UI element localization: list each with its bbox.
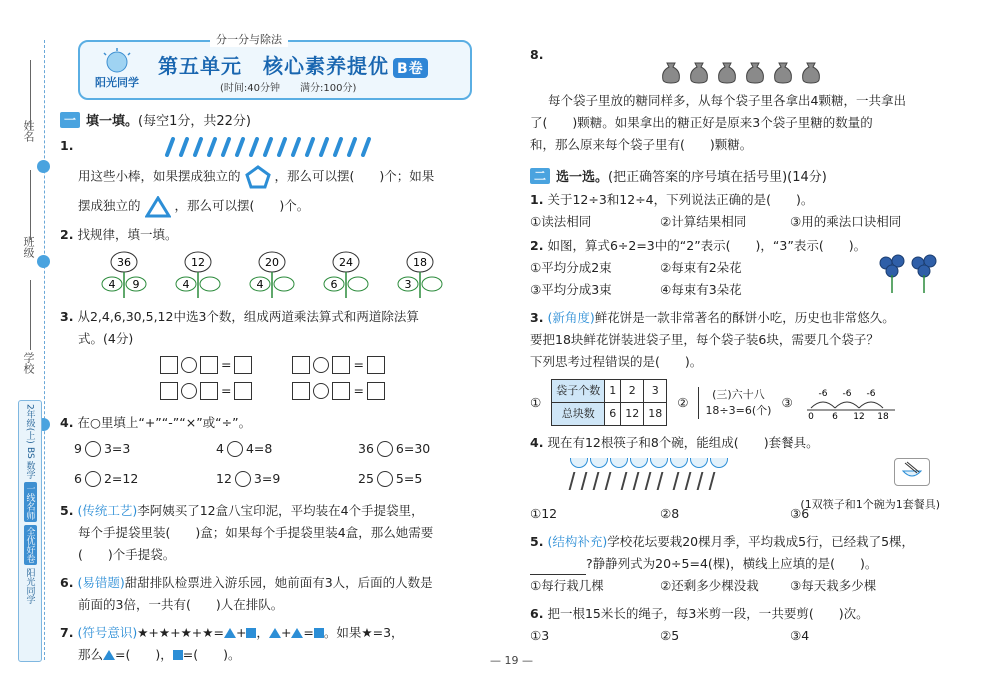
tableware-note: (1双筷子和1个碗为1套餐具) <box>800 498 940 511</box>
operator-circle[interactable] <box>377 471 393 487</box>
question-3: 3. 从2,4,6,30,5,12中选3个数，组成两道乘法算式和两道除法算 式。(4分) = = = = <box>60 306 500 406</box>
school-line <box>30 280 31 350</box>
answer-box[interactable] <box>292 356 310 374</box>
cut-line <box>44 40 45 660</box>
triangle-icon <box>269 628 281 638</box>
bag-table: 袋子个数 1 2 3 总块数 6 12 18 <box>551 379 667 426</box>
answer-circle[interactable] <box>313 357 329 373</box>
spine-series2: 全优好卷 <box>24 527 35 564</box>
answer-circle[interactable] <box>181 383 197 399</box>
svg-text:6: 6 <box>330 277 338 291</box>
question-8: 8. 每个袋子里放的糖同样多，从每个袋子里各拿出4颗糖，一共拿出 了( )颗糖。如果拿出的糖正好是原来3个袋子里糖的数量的 和，那么原来每个袋子里有( )颗糖。 <box>530 44 970 156</box>
option[interactable]: ①平均分成2束 <box>530 260 612 275</box>
spine-edition: BS <box>25 446 35 459</box>
number-line <box>803 386 899 420</box>
svg-text:0: 0 <box>807 411 814 420</box>
operator-circle[interactable] <box>377 441 393 457</box>
option[interactable]: ②5 <box>660 628 680 643</box>
pentagon-icon <box>245 165 271 189</box>
choice-5: 5. (结构补充)学校花坛要栽20棵月季，平均栽成5行，已经栽了5棵， ?静静列式为20÷5=4(棵)，横线上应填的是( )。 ①每行栽几棵 ②还剩多少棵没栽 ③每天栽多少棵 <box>530 531 970 597</box>
answer-box[interactable] <box>332 382 350 400</box>
option[interactable]: ①读法相同 <box>530 214 592 229</box>
name-line <box>30 60 31 130</box>
time-score: (时间:40分钟 满分:100分) <box>220 83 357 94</box>
question-4: 4. 在○里填上“+”“-”“×”或“÷”。 9 3=3 4 4=8 36 6=30 6 2=12 12 3=9 25 5=5 <box>60 412 500 494</box>
bag-icon <box>800 60 822 84</box>
bag-icon <box>772 60 794 84</box>
answer-box[interactable] <box>160 356 178 374</box>
choice-4: 4. 现在有12根筷子和8个碗，能组成( )套餐具。 (1双筷子和1个碗为1套餐具) ①12 ②8 ③6 <box>530 432 970 525</box>
svg-text:-6: -6 <box>866 388 876 399</box>
bag-icon <box>716 60 738 84</box>
triangle-icon <box>291 628 303 638</box>
option[interactable]: ① <box>530 394 542 410</box>
left-column <box>60 33 500 666</box>
answer-box[interactable] <box>200 382 218 400</box>
operator-circle[interactable] <box>85 471 101 487</box>
section-1-heading: 一 填一填。 (每空1分，共22分) <box>60 110 500 129</box>
triangle-icon <box>145 196 171 218</box>
question-1: 1. 用这些小棒，如果摆成独立的 ，那么可以摆( )个；如果 摆成独立的 ，那么可以摆( )个。 <box>60 135 500 218</box>
name-label: 姓名 <box>22 120 35 142</box>
paper-badge: B卷 <box>393 58 428 78</box>
operator-item: 12 3=9 <box>216 470 281 486</box>
hole-dot <box>37 160 50 173</box>
option[interactable]: ③用的乘法口诀相同 <box>790 214 902 229</box>
svg-text:20: 20 <box>265 255 279 269</box>
flower-item <box>244 250 300 300</box>
svg-text:6: 6 <box>831 411 838 420</box>
title-banner <box>78 33 472 100</box>
flower-bunch-icon <box>876 253 940 295</box>
answer-box[interactable] <box>367 382 385 400</box>
flower-item <box>392 250 448 300</box>
option[interactable]: ②8 <box>660 506 680 521</box>
option[interactable]: ③平均分成3束 <box>530 282 612 297</box>
binding-margin <box>0 0 58 686</box>
spine-series: 一线名师 <box>24 484 35 521</box>
question-7: 7. (符号意识)★+★+★+★= + ， + = 。如果★=3， 那么 =( )， =( )。 <box>60 624 404 662</box>
flower-item <box>96 250 152 300</box>
option[interactable]: ②还剩多少棵没栽 <box>660 578 759 593</box>
option[interactable]: ②计算结果相同 <box>660 214 747 229</box>
bowl-set-icon <box>894 458 930 486</box>
spine-subject: 数学 <box>24 461 35 480</box>
option[interactable]: ①12 <box>530 506 558 521</box>
square-icon <box>173 650 183 660</box>
bag-icon <box>744 60 766 84</box>
page-number: — 19 — <box>490 654 533 667</box>
bag-icon <box>660 60 682 84</box>
answer-circle[interactable] <box>181 357 197 373</box>
class-label: 班级 <box>22 236 35 258</box>
hole-dot <box>37 255 50 268</box>
svg-text:3: 3 <box>404 277 412 291</box>
operator-circle[interactable] <box>85 441 101 457</box>
option[interactable]: ③6 <box>790 506 810 521</box>
flower-item <box>170 250 226 300</box>
sticks-icon <box>161 137 391 157</box>
svg-text:24: 24 <box>339 255 353 269</box>
class-line <box>30 170 31 240</box>
answer-box[interactable] <box>234 356 252 374</box>
operator-item: 6 2=12 <box>74 470 139 486</box>
option[interactable]: ①每行栽几棵 <box>530 578 604 593</box>
book-spine <box>18 400 42 662</box>
svg-text:18: 18 <box>876 411 889 420</box>
operator-item: 36 6=30 <box>358 440 431 456</box>
question-2: 2. 找规律，填一填。 36 4 9 12 4 20 4 24 6 18 3 <box>60 224 500 300</box>
svg-text:4: 4 <box>256 277 264 291</box>
option[interactable]: ③每天栽多少棵 <box>790 578 877 593</box>
option[interactable]: ①3 <box>530 628 550 643</box>
operator-item: 25 5=5 <box>358 470 423 486</box>
equation-boxes: = = = = <box>160 350 500 406</box>
school-label: 学校 <box>22 352 35 374</box>
operator-item: 4 4=8 <box>216 440 273 456</box>
spine-brand: 阳光同学 <box>24 568 35 605</box>
triangle-icon <box>103 650 115 660</box>
svg-text:12: 12 <box>191 255 205 269</box>
triangle-icon <box>224 628 236 638</box>
svg-text:4: 4 <box>182 277 190 291</box>
square-icon <box>314 628 324 638</box>
option[interactable]: ② <box>677 394 689 410</box>
candy-bags <box>660 60 970 84</box>
svg-text:-6: -6 <box>842 388 852 399</box>
option[interactable]: ③4 <box>790 628 810 643</box>
svg-text:-6: -6 <box>818 388 828 399</box>
logo-text: 阳光同学 <box>95 76 139 89</box>
question-6: 6. (易错题)甜甜排队检票进入游乐园，她前面有3人，后面的人数是 前面的3倍，一共有( )人在排队。 <box>60 574 433 612</box>
option[interactable]: ④每束有3朵花 <box>660 282 742 297</box>
flower-item <box>318 250 374 300</box>
choice-3: 3. (新角度)鲜花饼是一款非常著名的酥饼小吃，历史也非常悠久。 要把18块鲜花饼装进袋子里，每个袋子装6块，需要几个袋子？ 下列思考过程错误的是( )。 ① 袋子个数 1 2 3 总块数 6 12 18 ② (三)六十八 18÷3=6(个) ③ -6 -6 -6 0 6 12 18 <box>530 307 970 426</box>
square-icon <box>246 628 256 638</box>
option[interactable]: ③ <box>781 394 793 410</box>
svg-text:4: 4 <box>108 277 116 291</box>
question-5: 5. (传统工艺)李阿姨买了12盒八宝印泥，平均装在4个手提袋里， 每个手提袋里装( )盒；如果每个手提袋里装4盒，那么她需要 ( )个手提袋。 <box>60 502 434 562</box>
topic-label: 分一分与除法 <box>210 31 288 47</box>
svg-text:12: 12 <box>852 411 865 420</box>
right-column <box>530 44 970 647</box>
page-title: 第五单元 核心素养提优 B卷 <box>158 50 428 79</box>
section-2-heading: 二 选一选。 (把正确答案的序号填在括号里)(14分) <box>530 166 970 185</box>
answer-box[interactable] <box>160 382 178 400</box>
operator-circle[interactable] <box>227 441 243 457</box>
choice-2: 2. 如图，算式6÷2=3中的“2”表示( )，“3”表示( )。 ①平均分成2束 ②每束有2朵花 ③平均分成3束 ④每束有3朵花 <box>530 235 970 301</box>
spine-grade: 2年级(上) <box>24 404 35 444</box>
svg-text:18: 18 <box>413 255 427 269</box>
answer-blank-line[interactable] <box>530 560 586 575</box>
operator-item: 9 3=3 <box>74 440 131 456</box>
svg-text:36: 36 <box>117 255 131 269</box>
answer-box[interactable] <box>234 382 252 400</box>
operator-circle[interactable] <box>235 471 251 487</box>
flower-pattern <box>96 250 500 300</box>
svg-text:9: 9 <box>132 277 140 291</box>
answer-box[interactable] <box>367 356 385 374</box>
option[interactable]: ②每束有2朵花 <box>660 260 742 275</box>
choice-6: 6. 把一根15米长的绳子，每3米剪一段，一共要剪( )次。 ①3 ②5 ③4 <box>530 603 970 647</box>
choice-1: 1. 关于12÷3和12÷4，下列说法正确的是( )。 ①读法相同 ②计算结果相同 ③用的乘法口诀相同 <box>530 189 970 233</box>
sun-logo-icon <box>86 48 148 90</box>
bag-icon <box>688 60 710 84</box>
answer-box[interactable] <box>292 382 310 400</box>
answer-box[interactable] <box>200 356 218 374</box>
answer-circle[interactable] <box>313 383 329 399</box>
answer-box[interactable] <box>332 356 350 374</box>
